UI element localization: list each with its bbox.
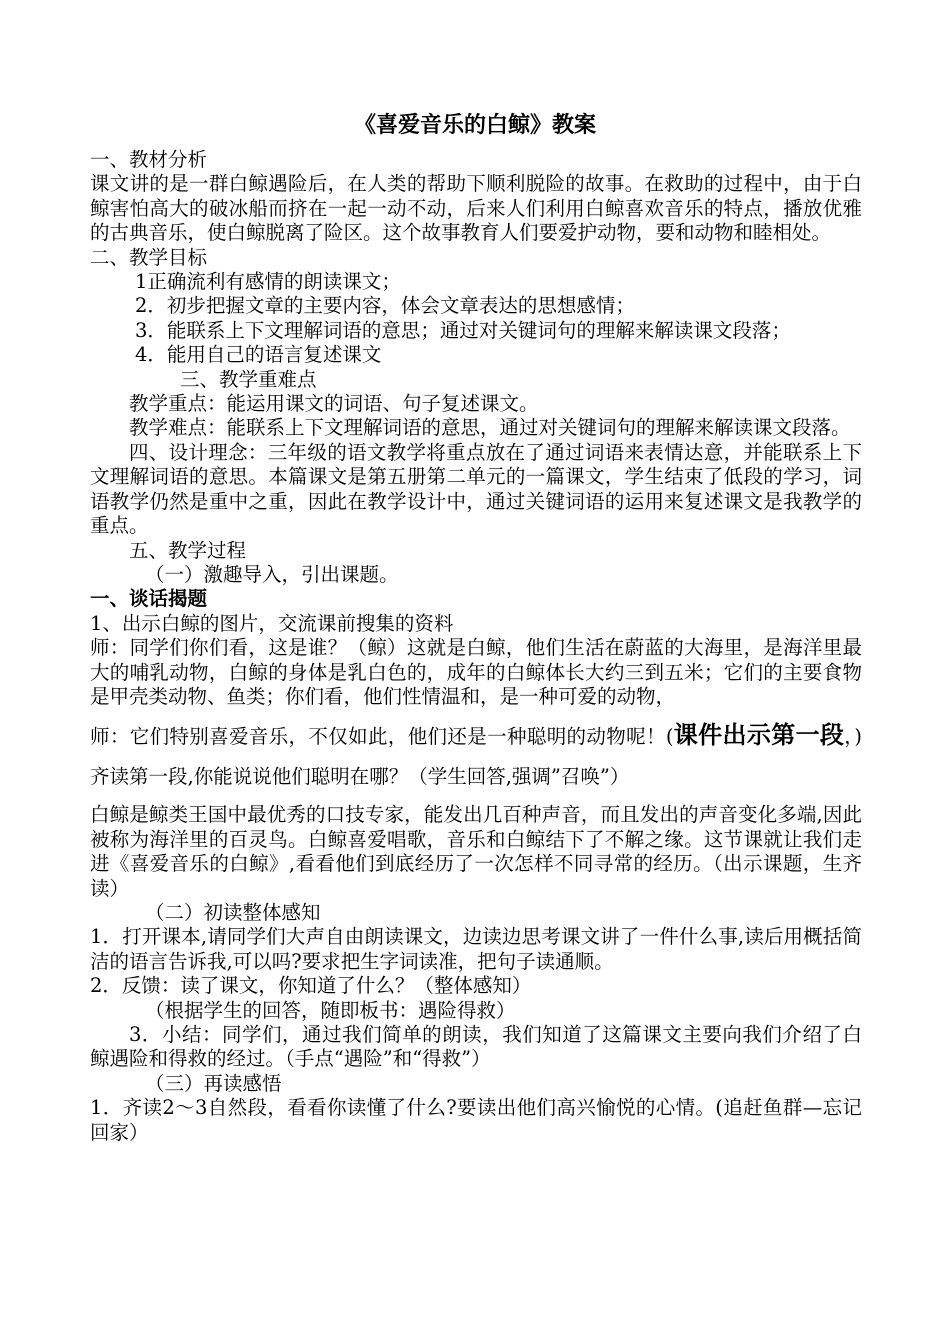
courseware-note: 课件出示第一段 [673,720,845,750]
section-heading-keypoints: 三、教学重难点 [180,367,317,391]
paragraph-teacher-2 [90,715,862,797]
paragraph-key-point: 教学重点：能运用课文的词语、句子复述课文。 [129,392,539,416]
section-heading-talk: 一、谈话揭题 [90,587,208,611]
subsection-heading-reread: （三）再读感悟 [145,1071,282,1095]
paragraph-whale-intro: 白鲸是鲸类王国中最优秀的口技专家，能发出几百种声音，而且发出的声音变化多端,因此被称为海洋里的百灵鸟。白鲸喜爱唱歌，音乐和白鲸结下了不解之缘。这节课就让我们走进《喜爱音乐的白鲸》,看看他们到底经历了一次怎样不同寻常的经历。（出示课题，生齐读） [90,803,862,900]
goal-item-4: 4．能用自己的语言复述课文 [135,343,382,367]
paragraph-material: 课文讲的是一群白鲸遇险后，在人类的帮助下顺利脱险的故事。在救助的过程中，由于白鲸害怕高大的破冰船而挤在一起一动不动，后来人们利用白鲸喜欢音乐的特点，播放优雅的古典音乐，使白鲸脱离了险区。这个故事教育人们要爱护动物，要和动物和睦相处。 [90,172,862,245]
section-heading-process: 五、教学过程 [129,538,247,562]
paragraph-teacher-1: 师：同学们你们看，这是谁？（鲸）这就是白鲸，他们生活在蔚蓝的大海里，是海洋里最大的哺乳动物，白鲸的身体是乳白色的，成年的白鲸体长大约三到五米；它们的主要食物是甲壳类动物、鱼类；你们看，他们性情温和，是一种可爱的动物， [90,636,862,708]
paragraph-read-1: 1．打开课本,请同学们大声自由朗读课文，边读边思考课文讲了一件什么事,读后用概括简洁的语言告诉我,可以吗?要求把生字词读准，把句子读通顺。 [90,925,862,973]
paragraph-board-note: （根据学生的回答，随即板书：遇险得救） [145,998,516,1022]
teacher-2-text: 师：它们特别喜爱音乐，不仅如此，他们还是一种聪明的动物呢！( [90,725,674,749]
goal-item-2: 2．初步把握文章的主要内容，体会文章表达的思想感情； [135,294,635,318]
section-heading-material: 一、教材分析 [90,148,208,171]
teacher-2-text-cont: ，)齐读第一段,你能说说他们聪明在哪？（学生回答,强调”召唤”） [90,725,863,789]
paragraph-difficulty: 教学难点：能联系上下文理解词语的意思，通过对关键词句的理解来解读课文段落。 [129,416,851,440]
paragraph-feedback: 2．反馈：读了课文，你知道了什么？（整体感知） [90,974,532,998]
subsection-heading-intro: （一）激趣导入，引出课题。 [145,562,399,586]
subsection-heading-first-reading: （二）初读整体感知 [145,900,321,924]
document-title: 《喜爱音乐的白鲸》教案 [353,112,596,138]
goal-item-3: 3．能联系上下文理解词语的意思；通过对关键词句的理解来解读课文段落； [135,318,791,342]
paragraph-design-concept: 四、设计理念：三年级的语文教学将重点放在了通过词语来表情达意，并能联系上下文理解词语的意思。本篇课文是第五册第二单元的一篇课文，学生结束了低段的学习，词语教学仍然是重中之重，因此在教学设计中，通过关键词语的运用来复述课文是我教学的重点。 [90,440,862,538]
document-body [90,148,862,1145]
goal-item-1: 1正确流利有感情的朗读课文； [135,270,401,294]
paragraph-step-1: 1、出示白鲸的图片，交流课前搜集的资料 [90,611,454,635]
paragraph-summary: 3．小结：同学们，通过我们简单的朗读，我们知道了这篇课文主要向我们介绍了白鲸遇险和得救的经过。（手点“遇险”和“得救”） [90,1023,862,1071]
paragraph-reread-1: 1．齐读2～3自然段，看看你读懂了什么?要读出他们高兴愉悦的心情。(追赶鱼群—忘记回家） [90,1096,862,1144]
section-heading-goals: 二、教学目标 [90,245,208,269]
